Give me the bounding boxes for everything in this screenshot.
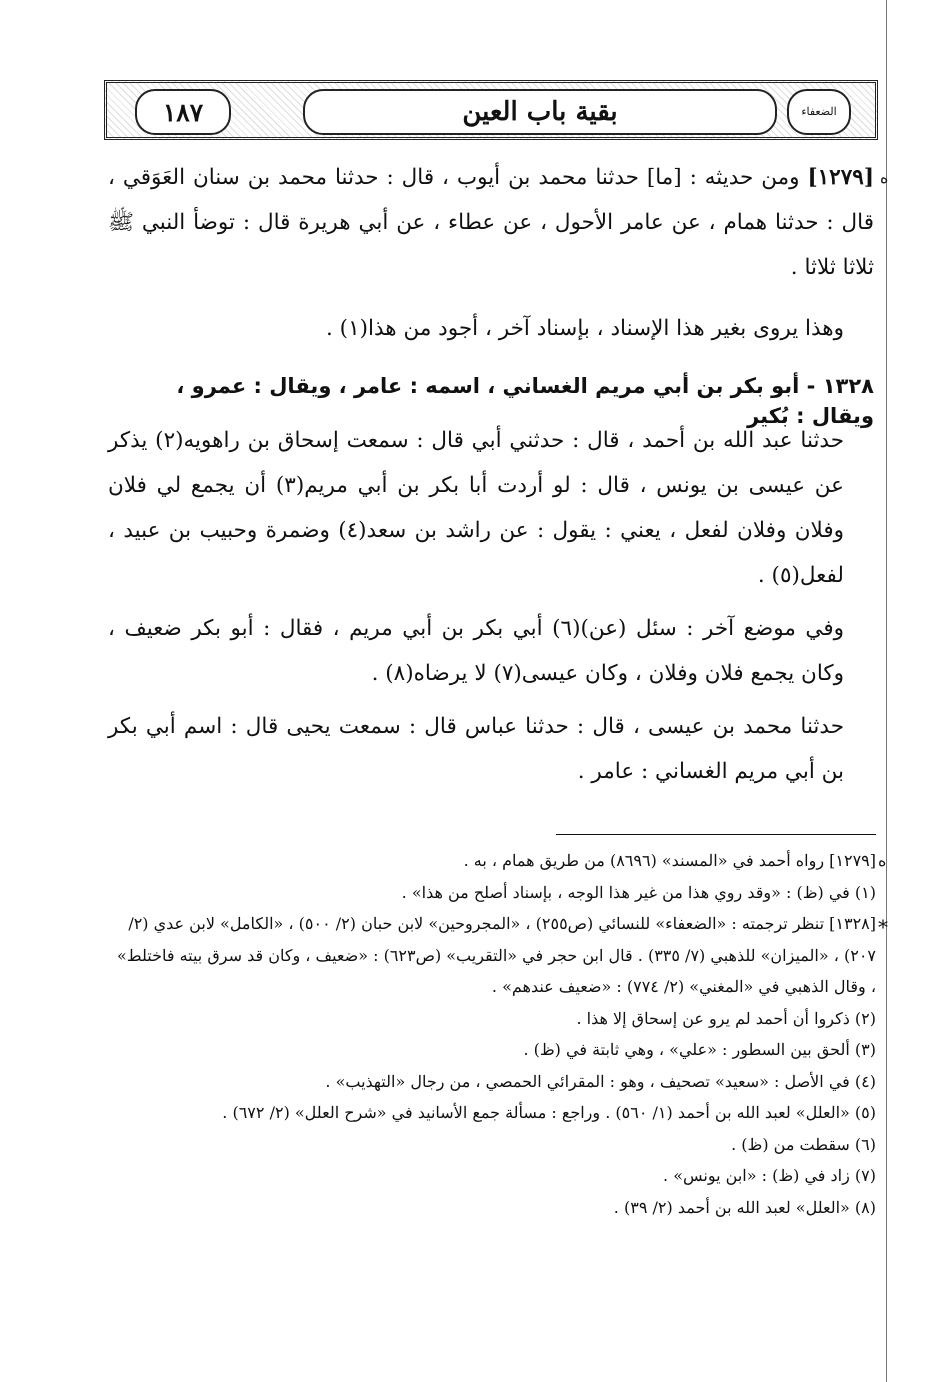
footnote: [١٣٢٨] تنظر ترجمته : «الضعفاء» للنسائي (ص٢٥٥) ، «المجروحين» لابن حبان (٢/ ٥٠٠) ، «الكامل» لابن عدي (٢/ ٢٠٧) ، «الميزان» للذهبي (٧/ ٣٣٥) . قال ابن حجر في «التقريب» (ص٦٢٣) : «ضعيف ، وكان قد سرق بيته فاختلط» ، وقال الذهبي في «المغني» (٢/ ٧٧٤) : «ضعيف عندهم» .	[116, 914, 876, 996]
page-number-box	[135, 89, 231, 135]
book-logo-text: الضعفاء	[801, 105, 837, 118]
footnote: [١٢٧٩] رواه أحمد في «المسند» (٨٦٩٦) من طريق همام ، به .	[463, 851, 876, 870]
footnote: (٧) زاد في (ظ) : «ابن يونس» .	[663, 1166, 876, 1185]
footnote: (٣) ألحق بين السطور : «علي» ، وهي ثابتة في (ظ) .	[523, 1040, 876, 1059]
footnote: (٥) «العلل» لعبد الله بن أحمد (١/ ٥٦٠) . وراجع : مسألة جمع الأسانيد في «شرح العلل» (٢/ ٦٧٢) .	[222, 1103, 876, 1122]
footnote: (٨) «العلل» لعبد الله بن أحمد (٢/ ٣٩) .	[613, 1197, 876, 1217]
footnotes	[108, 845, 876, 1223]
footnote-hadith-marker: ه	[878, 851, 887, 870]
entry-paragraph: وفي موضع آخر : سئل (عن)(٦) أبي بكر بن أبي مريم ، فقال : أبو بكر ضعيف ، وكان يجمع فلان وفلان ، وكان عيسى(٧) لا يرضاه(٨) .	[108, 616, 845, 686]
entry-paragraph: حدثنا عبد الله بن أحمد ، قال : حدثني أبي قال : سمعت إسحاق بن راهويه(٢) يذكر عن عيسى بن يونس ، قال : لو أردت أبا بكر بن أبي مريم(٣) أن يجمع لي فلان وفلان وفلان لفعل ، يعني : يقول : عن راشد بن سعد(٤) وضمرة وحبيب بن عبيد ، لفعل(٥) .	[108, 428, 844, 588]
remark-paragraph	[108, 306, 874, 351]
page-number: ١٨٧	[162, 97, 204, 127]
running-title: بقية باب العين	[462, 97, 618, 127]
entry-paragraph: حدثنا محمد بن عيسى ، قال : حدثنا عباس قال : سمعت يحيى قال : اسم أبي بكر بن أبي مريم الغساني : عامر .	[108, 714, 844, 784]
footnote: (٤) في الأصل : «سعيد» تصحيف ، وهو : المقرائي الحمصي ، من رجال «التهذيب» .	[325, 1071, 876, 1091]
scan-margin-line	[886, 0, 887, 1382]
footnote: (٢) ذكروا أن أحمد لم يرو عن إسحاق إلا هذا .	[576, 1008, 876, 1028]
hadith-text	[108, 155, 874, 290]
book-logo	[787, 89, 851, 135]
entry-heading: ١٣٢٨ - أبو بكر بن أبي مريم الغساني ، اسمه : عامر ، ويقال : عمرو ، ويقال : بُكير	[176, 374, 874, 428]
remark-text: وهذا يروى بغير هذا الإسناد ، بإسناد آخر ، أجود من هذا(١) .	[326, 316, 844, 341]
page-header	[104, 80, 878, 140]
footnote: (٦) سقطت من (ظ) .	[731, 1134, 876, 1154]
running-title-box	[303, 89, 777, 135]
footnote-divider	[556, 834, 876, 835]
footnote: (١) في (ظ) : «وقد روي هذا من غير هذا الوجه ، بإسناد أصلح من هذا» .	[401, 882, 876, 902]
hadith-number: [١٢٧٩]	[807, 165, 875, 190]
entry-body	[108, 418, 874, 794]
hadith-paragraph	[108, 155, 874, 290]
footnote-entry-marker: *	[878, 915, 888, 939]
hadith-marker: ه	[880, 168, 889, 187]
hadith-body: ومن حديثه : [ما] حدثنا محمد بن أيوب ، قال : حدثنا محمد بن سنان العَوَقي ، قال : حدثنا همام ، عن عامر الأحول ، عن عطاء ، عن أبي هريرة قال : توضأ النبي ﷺ ثلاثا ثلاثا .	[108, 165, 874, 280]
